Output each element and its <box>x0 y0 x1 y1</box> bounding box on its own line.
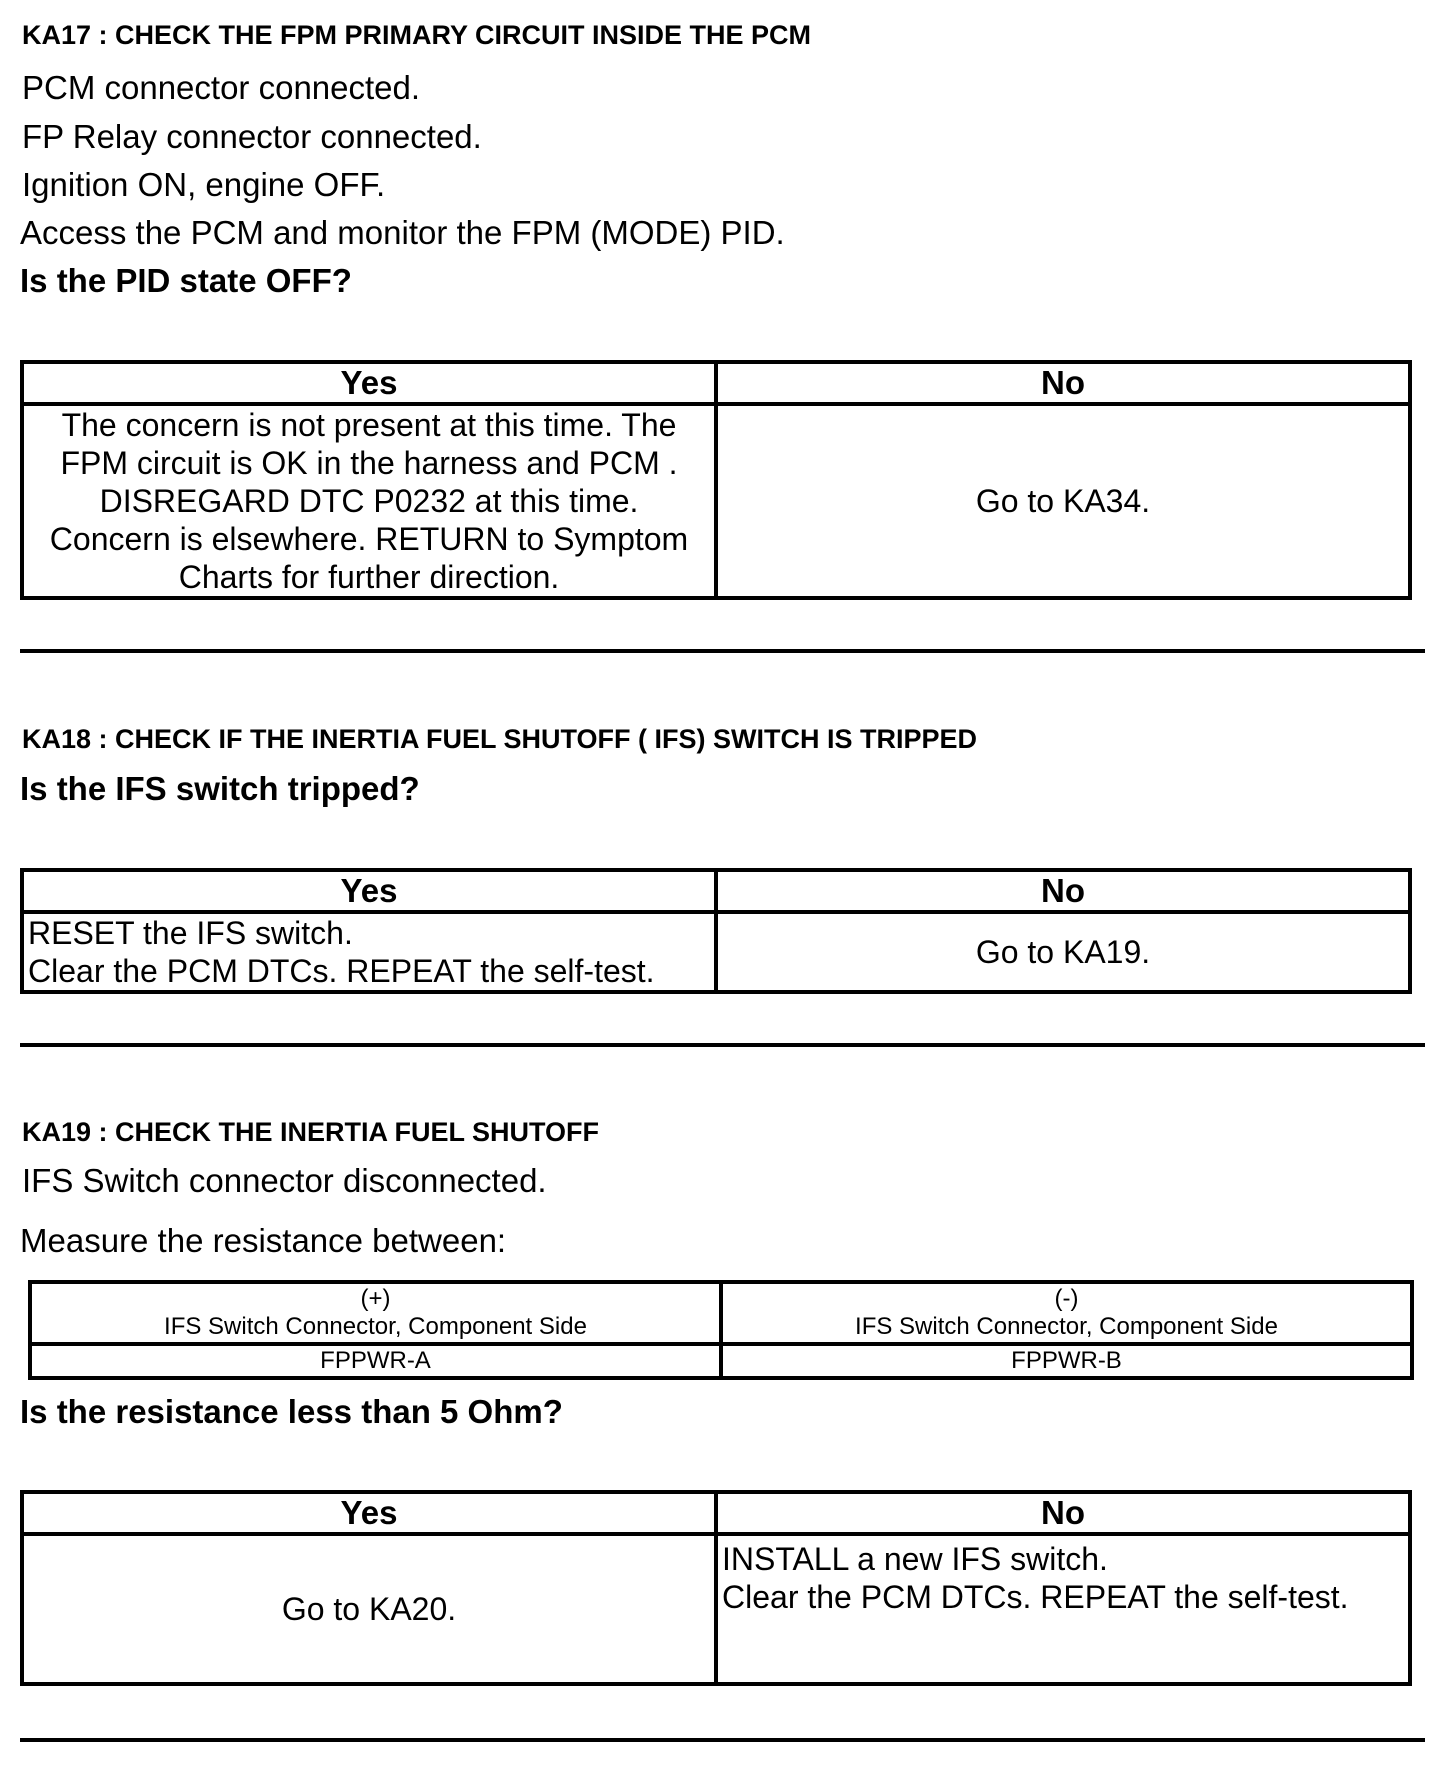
section-divider <box>20 1043 1425 1047</box>
yes-line: The concern is not present at this time. The <box>61 407 677 443</box>
no-header: No <box>716 1492 1410 1534</box>
ka17-question: Is the PID state OFF? <box>20 262 352 299</box>
ka17-step-3: Ignition ON, engine OFF. <box>22 166 386 203</box>
plus-terminal-cell <box>30 1282 721 1344</box>
no-cell <box>716 1534 1410 1684</box>
ka19-question: Is the resistance less than 5 Ohm? <box>20 1393 563 1430</box>
plus-connector-label: IFS Switch Connector, Component Side <box>164 1313 587 1340</box>
no-cell: Go to KA34. <box>716 404 1410 598</box>
yes-header: Yes <box>22 1492 716 1534</box>
yes-header: Yes <box>22 362 716 404</box>
section-divider <box>20 1738 1425 1742</box>
ka17-step-2: FP Relay connector connected. <box>22 118 482 155</box>
yes-line: Concern is elsewhere. RETURN to Symptom <box>49 521 689 557</box>
minus-connector-label: IFS Switch Connector, Component Side <box>855 1313 1278 1340</box>
no-line: Clear the PCM DTCs. REPEAT the self-test. <box>722 1579 1349 1615</box>
yes-cell <box>22 404 716 598</box>
ka19-result-table <box>20 1490 1412 1686</box>
plus-sign: (+) <box>360 1285 391 1312</box>
minus-sign: (-) <box>1054 1285 1079 1312</box>
yes-line: RESET the IFS switch. <box>28 915 353 951</box>
yes-line: Charts for further direction. <box>178 559 560 595</box>
yes-cell <box>22 912 716 992</box>
no-header: No <box>716 362 1410 404</box>
ka18-question: Is the IFS switch tripped? <box>20 770 420 807</box>
no-cell: Go to KA19. <box>716 912 1410 992</box>
ka17-step-1: PCM connector connected. <box>22 69 421 106</box>
yes-line: Clear the PCM DTCs. REPEAT the self-test. <box>28 953 655 989</box>
section-divider <box>20 649 1425 653</box>
minus-terminal-cell <box>721 1282 1412 1344</box>
yes-line: DISREGARD DTC P0232 at this time. <box>99 483 639 519</box>
ka19-heading: KA19 : CHECK THE INERTIA FUEL SHUTOFF <box>22 1117 600 1147</box>
ka17-heading: KA17 : CHECK THE FPM PRIMARY CIRCUIT INSIDE THE PCM <box>22 20 812 50</box>
yes-header: Yes <box>22 870 716 912</box>
yes-line: FPM circuit is OK in the harness and PCM . <box>60 445 678 481</box>
ka19-step-2: Measure the resistance between: <box>20 1222 507 1259</box>
ka18-heading: KA18 : CHECK IF THE INERTIA FUEL SHUTOFF ( IFS) SWITCH IS TRIPPED <box>22 724 978 754</box>
no-header: No <box>716 870 1410 912</box>
plus-pin: FPPWR-A <box>30 1344 721 1378</box>
ka17-result-table <box>20 360 1412 600</box>
minus-pin: FPPWR-B <box>721 1344 1412 1378</box>
ka18-result-table <box>20 868 1412 994</box>
ka19-step-1: IFS Switch connector disconnected. <box>22 1162 547 1199</box>
ka17-step-4: Access the PCM and monitor the FPM (MODE) PID. <box>20 214 785 251</box>
yes-cell: Go to KA20. <box>22 1534 716 1684</box>
measurement-table <box>28 1280 1414 1380</box>
no-line: INSTALL a new IFS switch. <box>722 1541 1108 1577</box>
